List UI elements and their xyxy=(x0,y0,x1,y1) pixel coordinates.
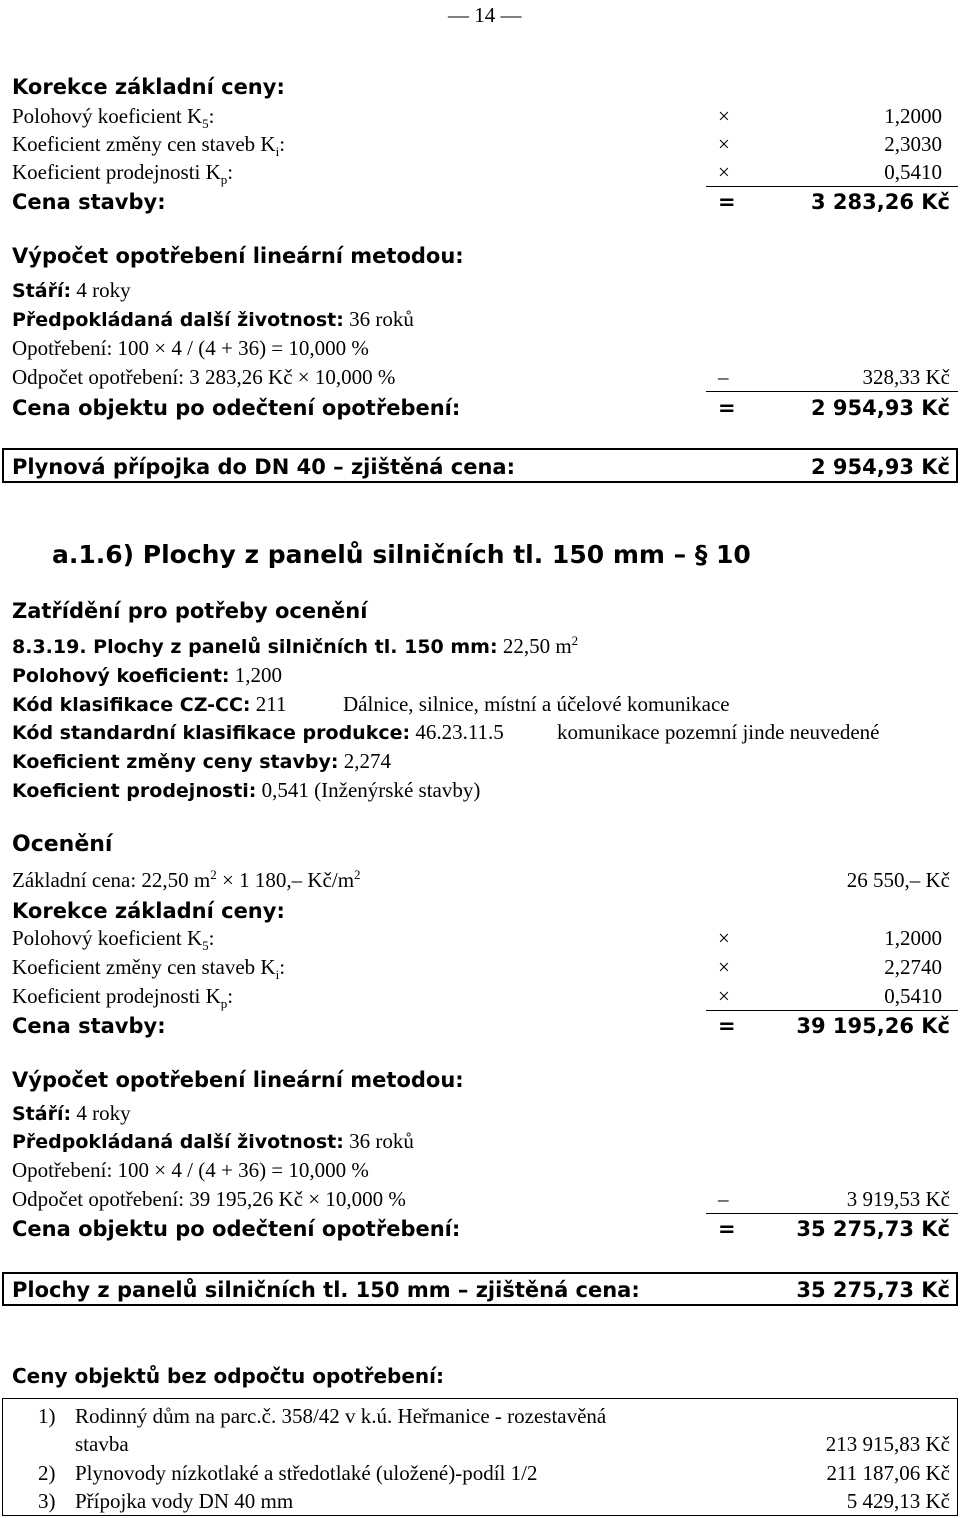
equals-op: = xyxy=(718,1014,736,1038)
cena-stavby-value: 39 195,26 Kč xyxy=(796,1014,950,1038)
summary-heading: Ceny objektů bez odpočtu opotřebení: xyxy=(12,1364,444,1388)
final-price-label: Plochy z panelů silničních tl. 150 mm – zjištěná cena: xyxy=(12,1278,640,1302)
cena-stavby-value: 3 283,26 Kč xyxy=(811,190,950,214)
equals-op: = xyxy=(718,190,736,214)
cz-cc-row: Kód klasifikace CZ-CC: 211 xyxy=(12,692,287,716)
row-zmeny-cen: Koeficient změny cen staveb $K_i$: xyxy=(12,955,286,983)
vypocet-label: Výpočet opotřebení lineární metodou: xyxy=(12,244,464,268)
final-price-value: 35 275,73 Kč xyxy=(796,1278,950,1302)
po-odecteni-label: Cena objektu po odečtení opotřebení: xyxy=(12,1217,461,1241)
value-prodejnosti: 0,5410 xyxy=(884,984,942,1008)
row-polohovy: Polohový koeficient $K_5$: xyxy=(12,104,215,132)
value-zmeny-cen: 2,3030 xyxy=(884,132,942,156)
final-price-label: Plynová přípojka do DN 40 – zjištěná cena: xyxy=(12,455,515,479)
value-prodejnosti: 0,5410 xyxy=(884,160,942,184)
kzc-row: Koeficient změny ceny stavby: 2,274 xyxy=(12,749,391,773)
zivotnost-row: Předpokládaná další životnost: 36 roků xyxy=(12,1129,414,1153)
zakladni-cena-value: 26 550,– Kč xyxy=(846,868,950,892)
cena-stavby-label: Cena stavby: xyxy=(12,190,166,214)
summary-item-value: 5 429,13 Kč xyxy=(846,1489,950,1513)
vypocet-label: Výpočet opotřebení lineární metodou: xyxy=(12,1068,464,1092)
summary-item-label: Rodinný dům na parc.č. 358/42 v k.ú. Heřmanice - rozestavěná xyxy=(75,1404,607,1428)
item-row: 8.3.19. Plochy z panelů silničních tl. 150 mm: 22,50 $m^2$ xyxy=(12,633,579,658)
sum-rule xyxy=(706,391,958,392)
zatrideni-heading: Zatřídění pro potřeby ocenění xyxy=(12,599,368,623)
row-prodejnosti: Koeficient prodejnosti $K_p$: xyxy=(12,984,234,1012)
summary-item-value: 213 915,83 Kč xyxy=(825,1432,950,1456)
opotrebeni-row: Opotřebení: 100 × 4 / (4 + 36) = 10,000 % xyxy=(12,1158,369,1182)
stari-row: Stáří: 4 roky xyxy=(12,278,131,302)
zakladni-cena-row: Základní cena: 22,50 $m^2 \times 1$ 180,– $Kč/m^2$ xyxy=(12,867,361,892)
stari-row: Stáří: 4 roky xyxy=(12,1101,131,1125)
summary-item-num: 3) xyxy=(38,1489,56,1513)
page-number: — 14 — xyxy=(448,3,522,27)
multiply-op: × xyxy=(718,104,730,128)
multiply-op: × xyxy=(718,955,730,979)
value-zmeny-cen: 2,2740 xyxy=(884,955,942,979)
sum-rule xyxy=(706,186,958,187)
po-odecteni-value: 2 954,93 Kč xyxy=(811,396,950,420)
multiply-op: × xyxy=(718,926,730,950)
row-polohovy: Polohový koeficient $K_5$: xyxy=(12,926,215,954)
multiply-op: × xyxy=(718,132,730,156)
sum-rule xyxy=(706,1213,958,1214)
odpocet-row: Odpočet opotřebení: 39 195,26 Kč × 10,000 % xyxy=(12,1187,406,1211)
sum-rule xyxy=(706,1010,958,1011)
section-heading: a.1.6) Plochy z panelů silničních tl. 150 mm – § 10 xyxy=(52,540,751,569)
kp-row: Koeficient prodejnosti: 0,541 (Inženýrské stavby) xyxy=(12,778,481,802)
equals-op: = xyxy=(718,1217,736,1241)
final-price-value: 2 954,93 Kč xyxy=(811,455,950,479)
opotrebeni-row: Opotřebení: 100 × 4 / (4 + 36) = 10,000 % xyxy=(12,336,369,360)
korekce-label: Korekce základní ceny: xyxy=(12,899,285,923)
odpocet-value: 3 919,53 Kč xyxy=(846,1187,950,1211)
summary-item-label: Plynovody nízkotlaké a středotlaké (uložené)-podíl 1/2 xyxy=(75,1461,538,1485)
row-prodejnosti: Koeficient prodejnosti $K_p$: xyxy=(12,160,234,188)
korekce-label: Korekce základní ceny: xyxy=(12,75,285,99)
row-zmeny-cen: Koeficient změny cen staveb $K_i$: xyxy=(12,132,286,160)
multiply-op: × xyxy=(718,160,730,184)
odpocet-value: 328,33 Kč xyxy=(862,365,950,389)
cz-cc-desc: Dálnice, silnice, místní a účelové komunikace xyxy=(343,692,730,716)
summary-item-label-cont: stavba xyxy=(75,1432,129,1456)
equals-op: = xyxy=(718,396,736,420)
multiply-op: × xyxy=(718,984,730,1008)
summary-item-num: 1) xyxy=(38,1404,56,1428)
value-polohovy: 1,2000 xyxy=(884,926,942,950)
minus-op: – xyxy=(718,1187,729,1211)
oceneni-heading: Ocenění xyxy=(12,832,113,857)
polohovy-row: Polohový koeficient: 1,200 xyxy=(12,663,283,687)
value-polohovy: 1,2000 xyxy=(884,104,942,128)
kod-prod-row: Kód standardní klasifikace produkce: 46.23.11.5 xyxy=(12,720,504,744)
kod-prod-desc: komunikace pozemní jinde neuvedené xyxy=(557,720,880,744)
minus-op: – xyxy=(718,365,729,389)
odpocet-row: Odpočet opotřebení: 3 283,26 Kč × 10,000 % xyxy=(12,365,396,389)
po-odecteni-value: 35 275,73 Kč xyxy=(796,1217,950,1241)
summary-item-num: 2) xyxy=(38,1461,56,1485)
summary-item-value: 211 187,06 Kč xyxy=(826,1461,950,1485)
summary-item-label: Přípojka vody DN 40 mm xyxy=(75,1489,294,1513)
zivotnost-row: Předpokládaná další životnost: 36 roků xyxy=(12,307,414,331)
po-odecteni-label: Cena objektu po odečtení opotřebení: xyxy=(12,396,461,420)
cena-stavby-label: Cena stavby: xyxy=(12,1014,166,1038)
